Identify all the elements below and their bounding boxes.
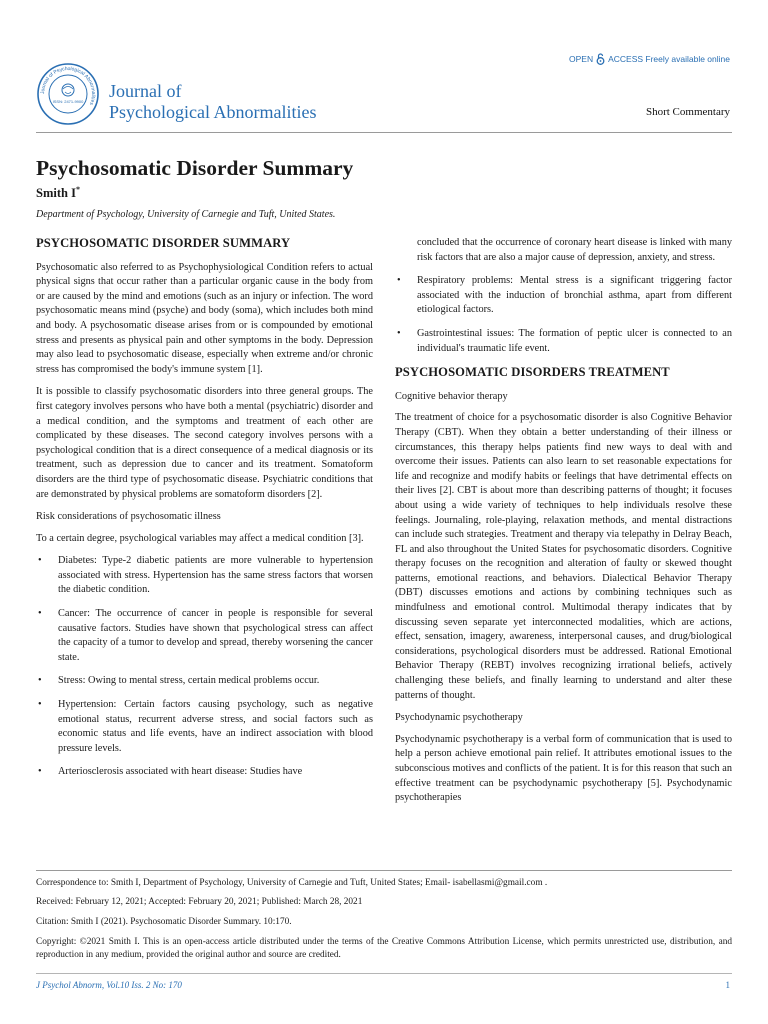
open-lock-icon	[596, 53, 605, 65]
list-item	[395, 236, 732, 265]
author-mark: *	[75, 185, 80, 194]
section-heading-summary: PSYCHOSOMATIC DISORDER SUMMARY	[36, 236, 291, 250]
bullet-icon: •	[397, 327, 401, 339]
bullet-icon: •	[38, 675, 42, 687]
right-column	[395, 236, 732, 814]
article-title: Psychosomatic Disorder Summary	[36, 156, 354, 180]
list-item	[395, 327, 732, 356]
bullet-icon: •	[38, 608, 42, 620]
correspondence: Correspondence to: Smith I, Department of Psychology, University of Carnegie and Tuft, United States; Email- isabellasmi@gmail.com .	[36, 878, 548, 888]
subheading-psychodynamic: Psychodynamic psychotherapy	[395, 712, 523, 724]
bullet-icon: •	[38, 555, 42, 567]
citation: Citation: Smith I (2021). Psychosomatic Disorder Summary. 10:170.	[36, 917, 292, 927]
list-item	[395, 274, 732, 318]
access-label: ACCESS Freely available online	[608, 54, 730, 64]
list-item	[36, 765, 373, 780]
logo-issn: ISSN: 2471-9900	[52, 99, 84, 104]
list-item-text: concluded that the occurrence of coronary heart disease is linked with many risk factors that are also a major cause of depression, anxiety, and stress.	[417, 237, 732, 263]
paragraph: Psychodynamic psychotherapy is a verbal form of communication that is used to help a person achieve emotional pain relief. It attributes emotional issues to the subconscious motives and conflicts of the patient. It is for this reason that such an effective treatment can be psychodynamic psychotherapy [5]. Psychodynamic psychotherapies	[395, 733, 732, 804]
header-divider	[36, 132, 732, 133]
list-item	[36, 698, 373, 756]
list-item	[36, 554, 373, 598]
list-item-text: Stress: Owing to mental stress, certain medical problems occur.	[58, 675, 320, 687]
list-item-text: Respiratory problems: Mental stress is a significant triggering factor associated with the induction of bronchial asthma, apart from different etiological factors.	[417, 275, 732, 316]
risk-list	[36, 554, 373, 780]
open-label: OPEN	[569, 54, 594, 64]
subheading-cbt: Cognitive behavior therapy	[395, 390, 508, 402]
author-name: Smith I	[36, 186, 76, 201]
footer-divider	[36, 870, 732, 871]
paragraph: It is possible to classify psychosomatic disorders into three general groups. The first category involves persons who have both a mental (psychiatric) disorder and a medical condition, and the symptoms and treatment of each other are complicated by these diseases. The second category involves persons with a psychological condition that is a direct consequence of a medical diagnosis or its treatment, such as depression due to cancer and its treatment. Somatoform disorders are the third type of psychosomatic disease. Psychiatric conditions that are demonstrated by physical problems are somatoform disorders [2].	[36, 386, 373, 500]
list-item-text: Cancer: The occurrence of cancer in people is responsible for several causative factors. Studies have shown that psychological stress can affect the capacity of a tumor to develop and spread, thereby worsening the cancer state.	[58, 608, 373, 663]
bullet-icon: •	[38, 766, 42, 778]
open-access-badge	[569, 53, 730, 65]
paragraph: To a certain degree, psychological variables may affect a medical condition [3].	[36, 532, 364, 544]
bullet-icon: •	[397, 275, 401, 287]
paragraph: The treatment of choice for a psychosomatic disorder is also Cognitive Behavior Therapy (CBT). When they obtain a better understanding of their illness or circumstances, this therapy helps patients find new ways to deal with and overcome their issues. Patients can also learn to set reasonable expectations for life and recognize and modify habits or feelings that have detrimental effects on their lives [2]. CBT is about more than describing patterns of thought; it focuses about using a wide variety of techniques to help individuals resolve these feelings. Journaling, role-playing, relaxation methods, and mental distractions can include such strategies. Treatment and therapy via telepathy in Delray Beach, FL and also throughout the United States for psychosomatic disorders. Cognitive therapy focuses on the recognition and alteration of faulty or skewed thought patterns, emotional reactions, and behaviors. Dialectical Behavior Therapy (DBT) discusses emotions and actions by combining techniques such as mindfulness and emotional control. Multimodal therapy indicates that by discussing seven separate yet interconnected modalities, which are actions, effect, sensation, imagery, awareness, interpersonal causes, and drug/biological considerations, psychological disorders must be addressed. Rational Emotional Behavior Therapy (REBT) involves recognizing irrational beliefs, actively challenging these beliefs, and finally learning to understand and alter these patterns of thought.	[395, 412, 732, 701]
list-item	[36, 607, 373, 665]
paragraph: Psychosomatic also referred to as Psychophysiological Condition refers to actual physical signs that occur rather than a particular organic cause in the body from or are caused by the mind and emotions (such as an injury or infection. The word psychosomatic means mind (psyche) and body (soma), which includes both mind and body. A psychosomatic disease arises from or is compounded by emotional stress and presents as physical pain and other symptoms in the body. Depression may also lead to psychosomatic disease, especially when extreme and/or chronic stress has compromised the body's immune system [1].	[36, 261, 373, 375]
list-item	[36, 674, 373, 689]
list-item-text: Gastrointestinal issues: The formation of peptic ulcer is connected to an individual's traumatic life event.	[417, 327, 732, 354]
affiliation: Department of Psychology, University of Carnegie and Tuft, United States.	[36, 209, 336, 220]
journal-name-line1: Journal of	[109, 81, 182, 101]
section-heading-treatment: PSYCHOSOMATIC DISORDERS TREATMENT	[395, 365, 670, 380]
list-item-text: Arteriosclerosis associated with heart disease: Studies have	[58, 766, 303, 778]
list-item-text: Hypertension: Certain factors causing psychology, such as negative emotional status, recurrent adverse stress, and social factors such as economic status and life events, have an indirect association with blood pressure levels.	[58, 699, 373, 754]
list-item-text: Diabetes: Type-2 diabetic patients are more vulnerable to hypertension associated with stress. Hypertension has the same stress factors that worsen the diabetic condition.	[58, 555, 373, 596]
journal-name[interactable]	[109, 81, 316, 123]
copyright: Copyright: ©2021 Smith I. This is an open-access article distributed under the terms of the Creative Commons Attribution License, which permits unrestricted use, distribution, and reproduction in any medium, provided the original author and source are credited.	[36, 937, 732, 960]
page-number: 1	[725, 980, 730, 990]
article-type: Short Commentary	[645, 106, 730, 118]
journal-name-line2: Psychological Abnormalities	[109, 102, 317, 122]
left-column	[36, 236, 373, 789]
page-footer-divider	[36, 973, 732, 974]
subheading-risk: Risk considerations of psychosomatic illness	[36, 511, 221, 523]
dates: Received: February 12, 2021; Accepted: February 20, 2021; Published: March 28, 2021	[36, 897, 363, 907]
author-line	[36, 185, 80, 201]
risk-list-continued	[395, 236, 732, 356]
journal-reference: J Psychol Abnorm, Vol.10 Iss. 2 No: 170	[36, 980, 182, 990]
bullet-icon: •	[38, 699, 42, 711]
journal-logo	[36, 62, 100, 126]
logo-ring-text: Journal of Psychological Abnormalities	[39, 65, 97, 106]
